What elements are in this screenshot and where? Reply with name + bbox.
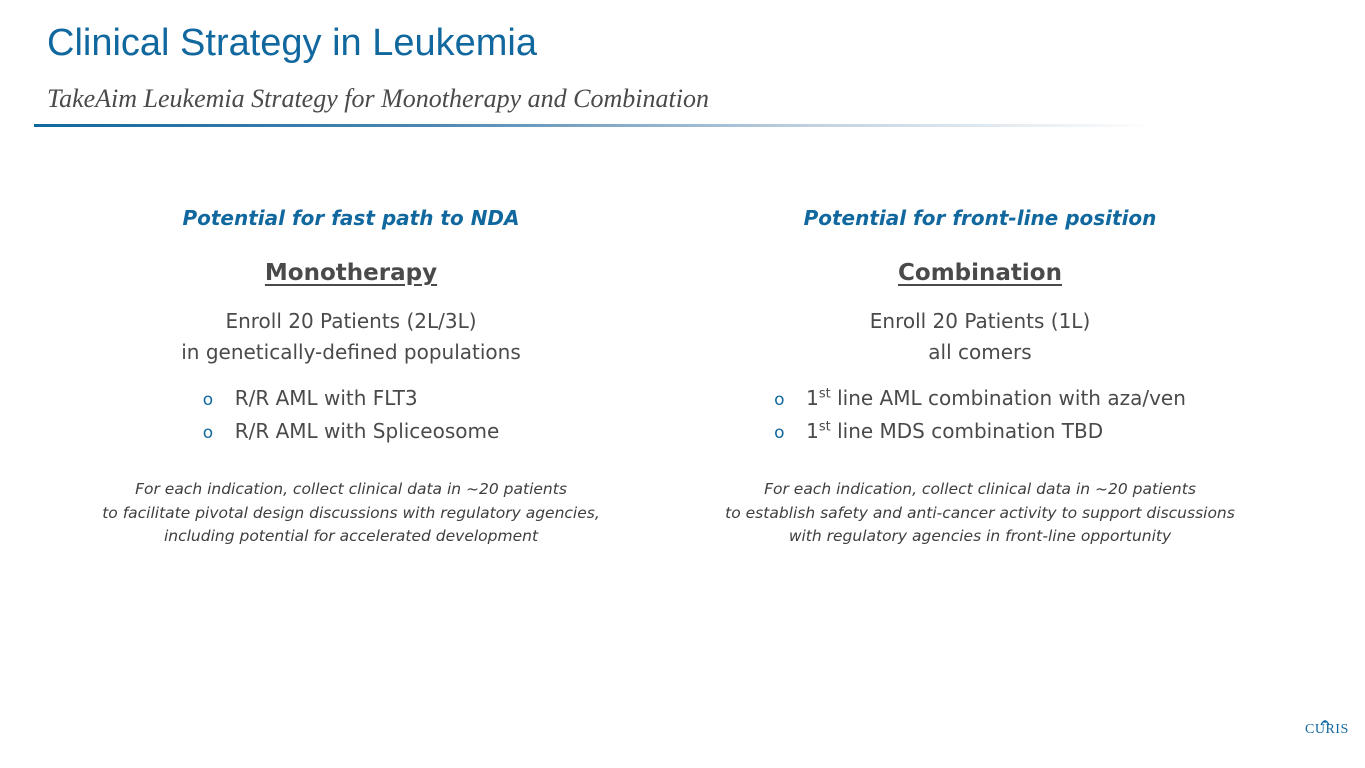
list-item (203, 416, 500, 449)
list-item (774, 383, 1186, 416)
note-line: including potential for accelerated development (163, 527, 539, 545)
title-divider (34, 124, 1159, 127)
combination-note (670, 478, 1290, 549)
enrollment-line: all comers (928, 340, 1032, 364)
monotherapy-enrollment (41, 306, 661, 368)
logo-wordmark: CURIS (1305, 722, 1349, 737)
combination-indications (774, 383, 1186, 449)
combination-tagline: Potential for front-line position (803, 206, 1157, 230)
line-number: 1 (806, 419, 819, 443)
bullet-icon: o (774, 390, 785, 410)
indication-text: line MDS combination TBD (830, 419, 1104, 443)
indication-text: R/R AML with FLT3 (234, 386, 418, 410)
combination-column (670, 200, 1290, 549)
note-line: with regulatory agencies in front-line opportunity (788, 527, 1172, 545)
note-line: to establish safety and anti-cancer activity to support discussions (725, 503, 1235, 522)
enrollment-line: Enroll 20 Patients (2L/3L) (225, 309, 477, 333)
bullet-icon: o (202, 423, 214, 443)
list-item (203, 383, 500, 416)
line-number: 1 (806, 386, 819, 410)
indication-text: line AML combination with aza/ven (830, 386, 1186, 410)
monotherapy-note (41, 478, 661, 549)
monotherapy-indications (203, 383, 500, 449)
page-subtitle: TakeAim Leukemia Strategy for Monotherapy and Combination (47, 84, 709, 113)
monotherapy-heading: Monotherapy (264, 260, 438, 286)
monotherapy-tagline: Potential for fast path to NDA (182, 206, 520, 230)
list-item (774, 416, 1186, 449)
enrollment-line: Enroll 20 Patients (1L) (869, 309, 1091, 333)
note-line: For each indication, collect clinical data in ~20 patients (764, 480, 1196, 498)
enrollment-line: in genetically-defined populations (181, 340, 521, 364)
note-line: For each indication, collect clinical data in ~20 patients (135, 480, 567, 498)
page-title: Clinical Strategy in Leukemia (47, 22, 538, 64)
bullet-icon: o (774, 423, 785, 443)
monotherapy-column (41, 200, 661, 549)
note-line: to facilitate pivotal design discussions with regulatory agencies, (102, 503, 600, 522)
ordinal-suffix: st (818, 419, 831, 435)
bullet-icon: o (202, 390, 214, 410)
combination-enrollment (670, 306, 1290, 368)
combination-heading: Combination (898, 260, 1062, 286)
ordinal-suffix: st (818, 386, 831, 402)
indication-text: R/R AML with Spliceosome (234, 419, 500, 443)
curis-logo (1305, 716, 1349, 740)
